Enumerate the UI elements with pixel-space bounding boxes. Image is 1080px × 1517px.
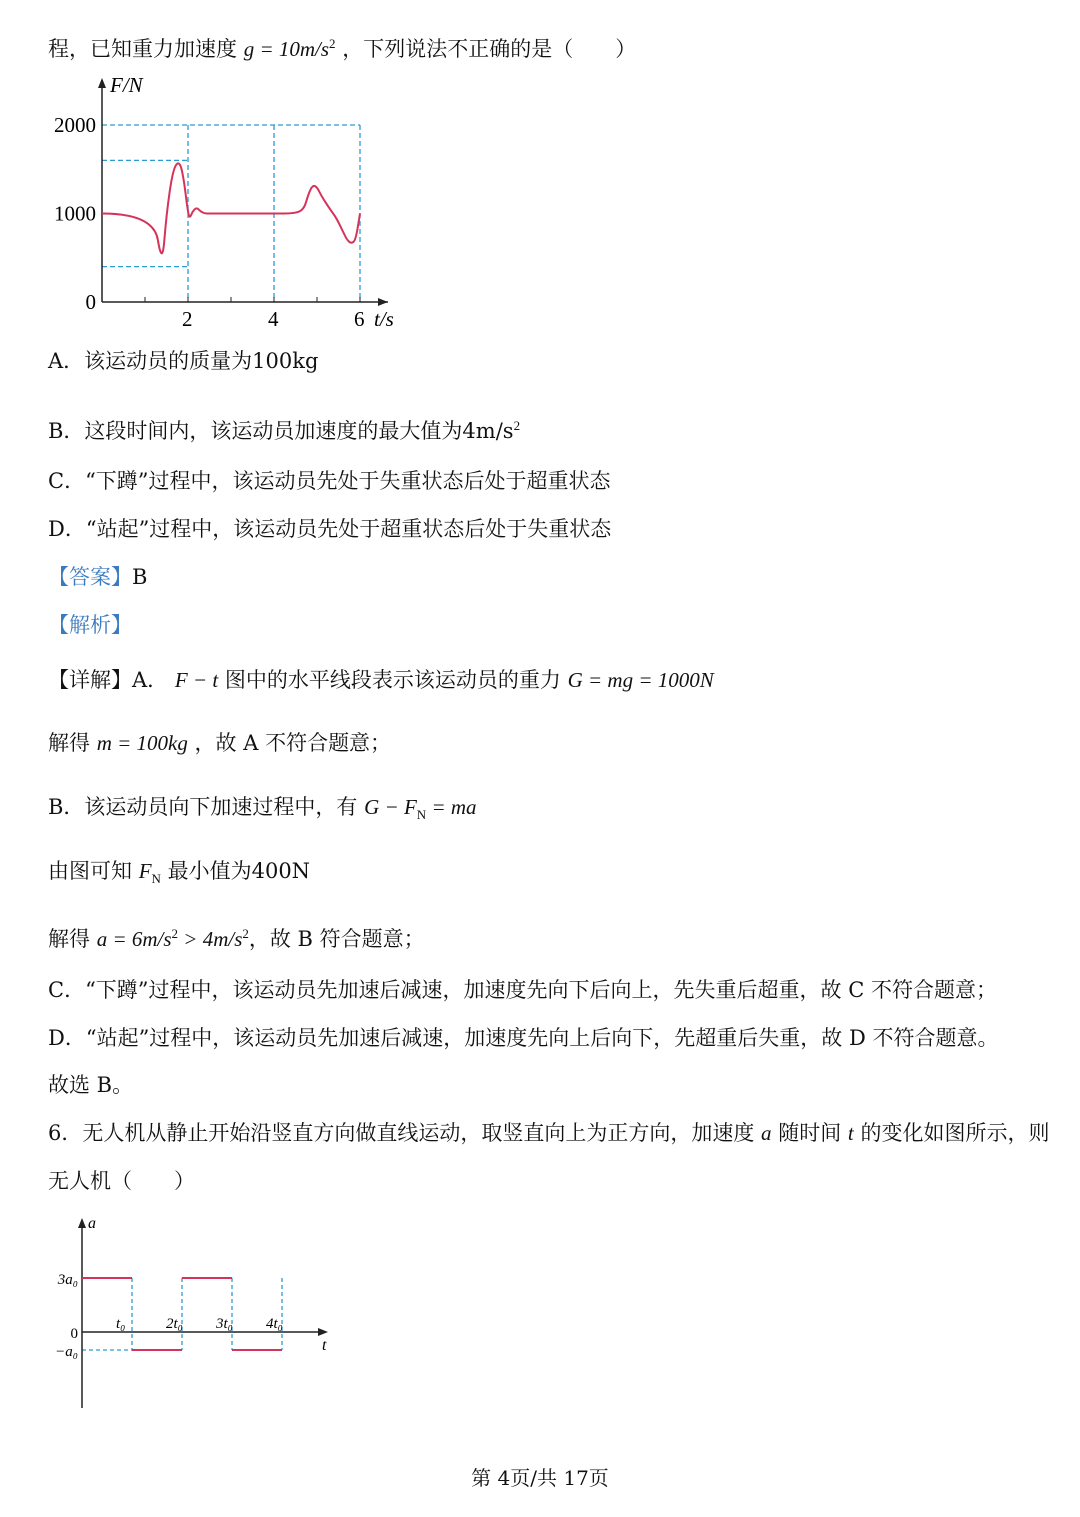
q6-line-1 — [48, 1119, 1049, 1147]
detail-l4-f: F — [138, 859, 152, 883]
detail-line-7: D．“站起”过程中，该运动员先加速后减速，加速度先向上后向下，先超重后失重，故 D 不符合题意。 — [48, 1026, 999, 1050]
page-footer: 第 4页/共 17页 — [471, 1466, 609, 1490]
q6-line1-c: 的变化如图所示，则 — [860, 1121, 1050, 1145]
force-curve — [102, 163, 360, 253]
c2-x-tick-label: 3t₀ — [216, 1316, 233, 1332]
c2-y-arrow — [78, 1218, 86, 1228]
detail-line-1 — [48, 666, 714, 694]
c2-x-tick-label: t₀ — [116, 1316, 126, 1332]
q5-stem-suffix: ，下列说法不正确的是（ ） — [342, 37, 637, 61]
q5-stem: 程，已知重力加速度 $g = 10m/s^2$ ，下列说法不正确的是（ ） — [48, 36, 637, 61]
answer-line — [48, 563, 147, 591]
detail-l1-head: 【详解】A． — [48, 668, 169, 692]
c2-x-tick-label: 2t₀ — [166, 1316, 183, 1332]
c2-y-tick-label: −a₀ — [55, 1344, 78, 1360]
option-a: A．该运动员的质量为100kg — [48, 349, 319, 373]
detail-l3-eq: G − F — [364, 795, 417, 819]
detail-l2-b: ，故 A 不符合题意； — [194, 731, 392, 755]
detail-l1-ft: F − t — [174, 668, 219, 692]
c2-y-tick-label: 3a₀ — [57, 1272, 78, 1288]
q6-var-a: a — [761, 1121, 772, 1145]
force-time-chart — [48, 72, 408, 332]
detail-l2-eq: m = 100kg — [96, 731, 188, 755]
c2-guides — [82, 1278, 282, 1350]
c2-x-axis-label: t — [322, 1337, 327, 1354]
c1-x-tick-label: 2 — [182, 307, 193, 331]
c1-ticks — [54, 113, 365, 331]
option-c: C．“下蹲”过程中，该运动员先处于失重状态后处于超重状态 — [48, 469, 611, 493]
detail-l3-a: B．该运动员向下加速过程中，有 — [48, 795, 358, 819]
c1-y-arrow — [98, 78, 106, 88]
c1-y-axis-label: F/N — [110, 73, 143, 97]
q6-line1-b: 随时间 — [778, 1121, 842, 1145]
q6-var-t: t — [847, 1121, 854, 1145]
c2-x-tick-label: 4t₀ — [266, 1316, 283, 1332]
detail-l1-eq: G = mg = 1000N — [567, 668, 714, 692]
q5-stem-g: g = 10m/s — [243, 37, 330, 61]
c1-y-tick-label: 2000 — [54, 113, 96, 137]
detail-l4-a: 由图可知 — [48, 859, 132, 883]
acceleration-time-chart — [40, 1212, 340, 1412]
c1-y-tick-label: 1000 — [54, 201, 96, 226]
c2-y-axis-label: a — [88, 1215, 96, 1232]
detail-line-8: 故选 B。 — [48, 1073, 134, 1097]
detail-l2-a: 解得 — [48, 731, 90, 755]
detail-l5-b: ，故 B 符合题意； — [248, 927, 425, 951]
c1-axes — [98, 78, 388, 306]
detail-l5-eq: a = 6m/s — [96, 927, 172, 951]
c1-x-tick-label: 4 — [268, 307, 279, 331]
detail-line-5: 解得 $a = 6m/s^2 > 4m/s^2$，故 B 符合题意； — [48, 926, 425, 951]
option-d: D．“站起”过程中，该运动员先处于超重状态后处于失重状态 — [48, 517, 612, 541]
detail-line-6: C．“下蹲”过程中，该运动员先加速后减速，加速度先向下后向上，先失重后超重，故 C 不符合题意； — [48, 978, 997, 1002]
answer-label: 【答案】 — [48, 565, 132, 589]
q6-line-2: 无人机（ ） — [48, 1169, 195, 1193]
detail-line-2 — [48, 729, 391, 757]
q6-line1-a: 6．无人机从静止开始沿竖直方向做直线运动，取竖直向上为正方向，加速度 — [48, 1121, 755, 1145]
detail-l3-sub: N — [416, 807, 427, 823]
option-b: B．这段时间内，该运动员加速度的最大值为$4m/s^2$ — [48, 418, 521, 443]
analysis-label: 【解析】 — [48, 613, 132, 637]
c2-x-arrow — [318, 1328, 328, 1336]
c1-x-arrow — [378, 298, 388, 306]
c1-y-tick-label: 0 — [85, 290, 96, 314]
q5-stem-prefix: 程，已知重力加速度 — [48, 37, 237, 61]
detail-l1-mid: 图中的水平线段表示该运动员的重力 — [224, 668, 561, 692]
detail-line-3 — [48, 793, 477, 829]
c2-axes — [78, 1218, 328, 1408]
detail-l5-eq2: > 4m/s — [178, 927, 243, 951]
c2-y-tick-label: 0 — [70, 1326, 78, 1342]
detail-l5-a: 解得 — [48, 927, 90, 951]
detail-l4-b: 最小值为400N — [167, 859, 311, 883]
detail-l4-sub: N — [151, 871, 161, 887]
c2-ticks — [55, 1272, 283, 1360]
option-b-text: B．这段时间内，该运动员加速度的最大值为4m/s — [48, 419, 514, 443]
c1-x-axis-label: t/s — [374, 307, 394, 331]
answer-value: B — [132, 565, 148, 589]
detail-l3-eq2: = ma — [426, 795, 477, 819]
c1-x-tick-label: 6 — [354, 307, 365, 331]
detail-line-4 — [48, 857, 310, 893]
